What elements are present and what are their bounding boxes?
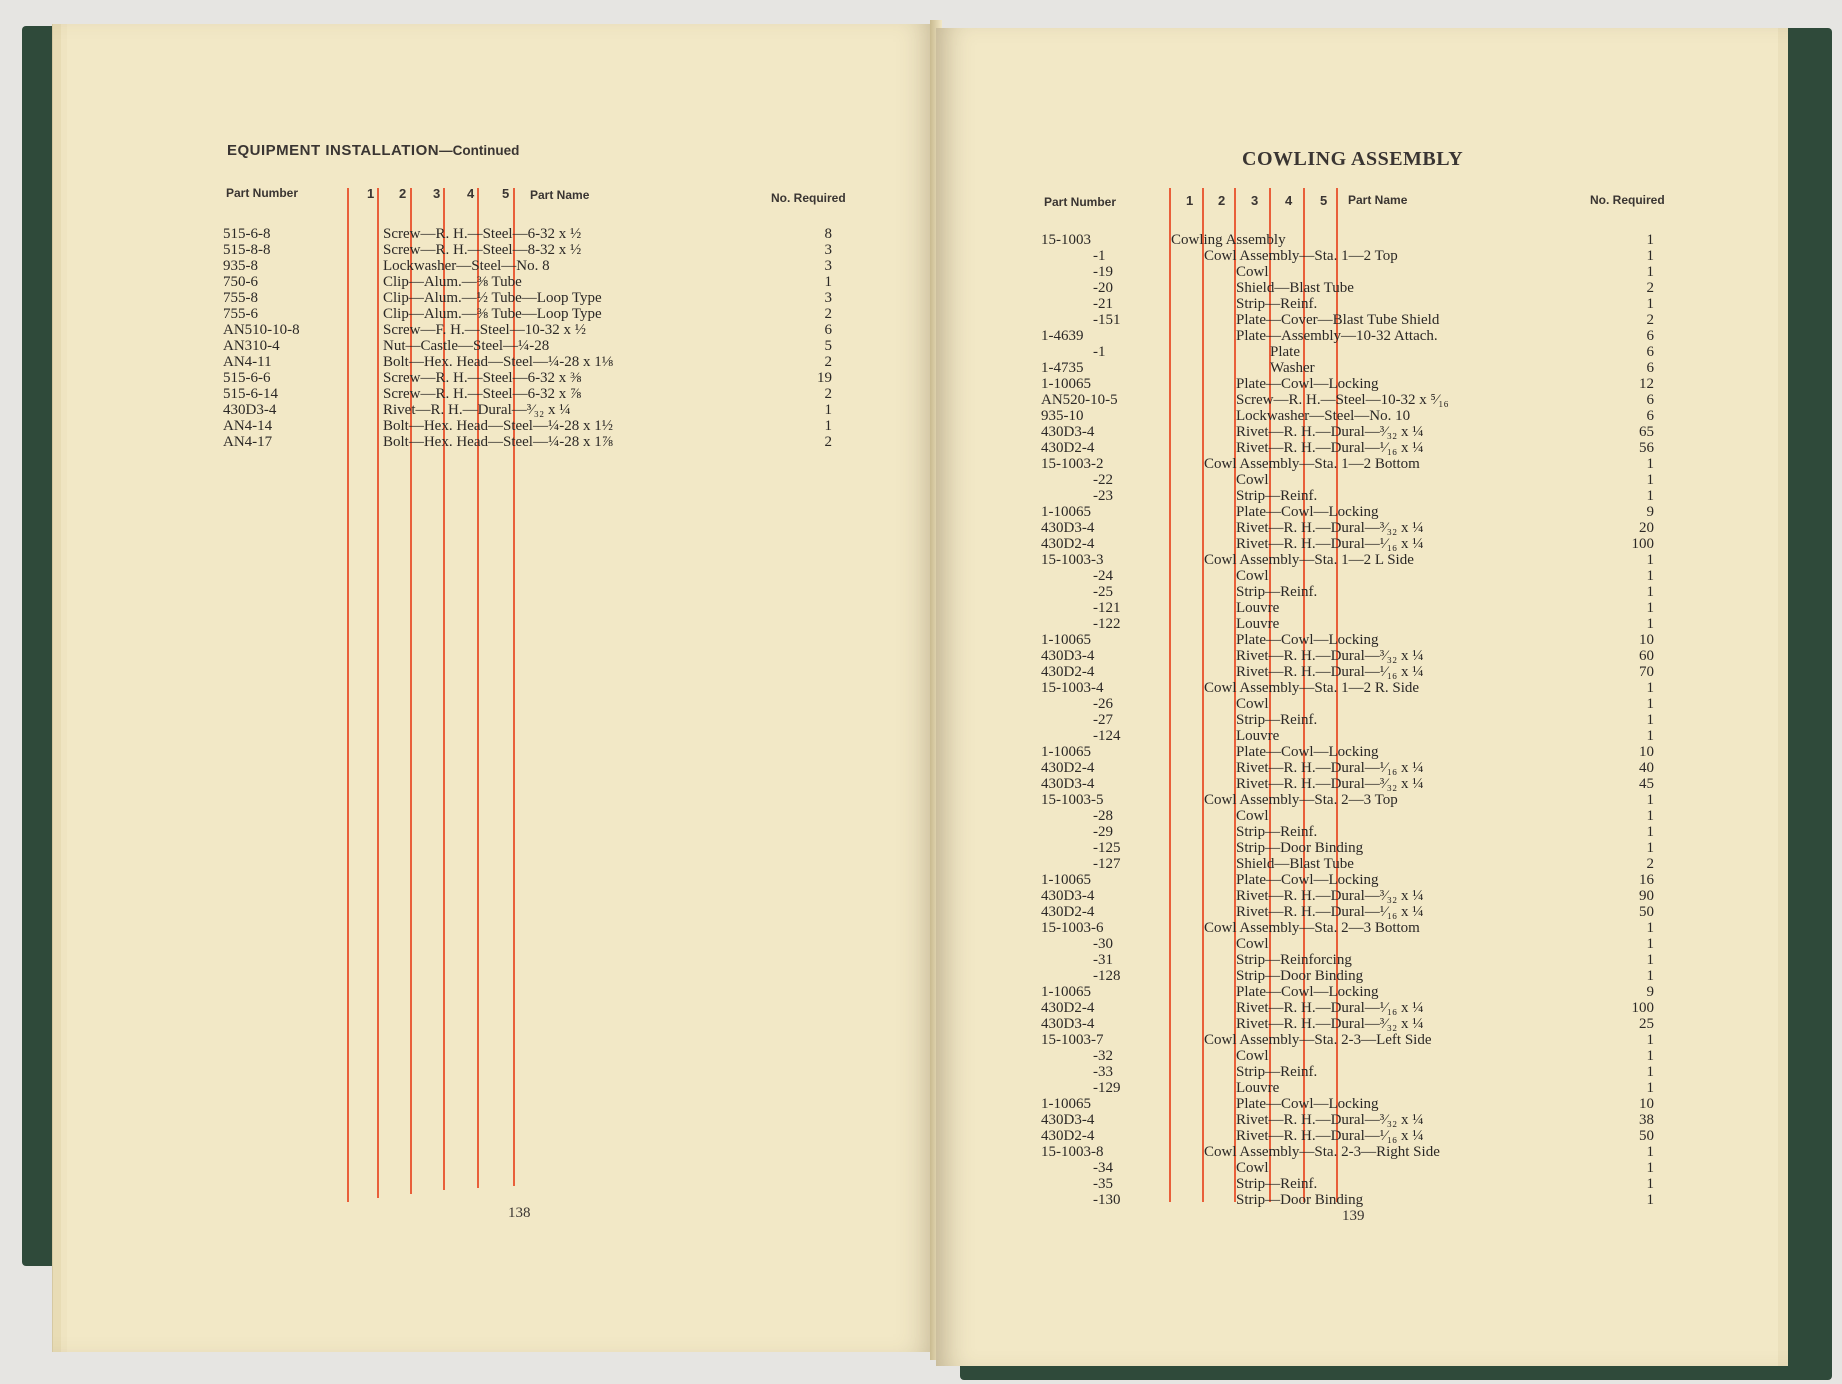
part-name: Strip—Reinf.	[1236, 488, 1318, 504]
right-header-col-3: 3	[1251, 193, 1259, 208]
quantity-required: 1	[1646, 696, 1654, 712]
part-number: -1	[1093, 248, 1106, 264]
quantity-required: 6	[1646, 360, 1654, 376]
part-number: 430D2-4	[1041, 760, 1095, 776]
quantity-required: 65	[1639, 424, 1654, 440]
part-name: Plate—Cowl—Locking	[1236, 376, 1379, 392]
part-name: Rivet—R. H.—Dural—³⁄₃₂ x ¼	[1236, 520, 1424, 536]
quantity-required: 6	[1646, 392, 1654, 408]
part-number: -28	[1093, 808, 1113, 824]
quantity-required: 40	[1639, 760, 1654, 776]
quantity-required: 12	[1639, 376, 1654, 392]
section-title: COWLING ASSEMBLY	[1242, 148, 1464, 170]
part-number: -29	[1093, 824, 1113, 840]
quantity-required: 1	[1646, 1032, 1654, 1048]
quantity-required: 6	[824, 322, 832, 338]
part-name: Strip—Door Binding	[1236, 840, 1364, 856]
part-number: 430D3-4	[223, 402, 277, 418]
quantity-required: 2	[824, 306, 832, 322]
left-header-col-2: 2	[399, 186, 407, 201]
quantity-required: 1	[1646, 1176, 1654, 1192]
quantity-required: 1	[1646, 584, 1654, 600]
part-number: -21	[1093, 296, 1113, 312]
quantity-required: 5	[824, 338, 832, 354]
part-number: 15-1003-4	[1041, 680, 1104, 696]
part-name: Cowl Assembly—Sta. 1—2 L Side	[1204, 552, 1414, 568]
quantity-required: 1	[1646, 264, 1654, 280]
part-name: Screw—R. H.—Steel—8-32 x ½	[383, 242, 582, 258]
part-name: Strip—Reinf.	[1236, 1064, 1318, 1080]
part-name: Lockwasher—Steel—No. 8	[383, 258, 550, 274]
quantity-required: 10	[1639, 744, 1654, 760]
quantity-required: 1	[1646, 712, 1654, 728]
part-number: 515-6-14	[223, 386, 278, 402]
part-number: -125	[1093, 840, 1121, 856]
left-rule-1	[347, 188, 349, 1202]
part-name: Plate	[1270, 344, 1300, 360]
part-name: Bolt—Hex. Head—Steel—¼-28 x 1⅞	[383, 434, 613, 450]
quantity-required: 6	[1646, 408, 1654, 424]
part-number: 430D3-4	[1041, 1112, 1095, 1128]
part-name: Plate—Cover—Blast Tube Shield	[1236, 312, 1440, 328]
part-number: 1-10065	[1041, 376, 1091, 392]
part-name: Cowl	[1236, 264, 1269, 280]
part-number: 430D3-4	[1041, 520, 1095, 536]
quantity-required: 6	[1646, 328, 1654, 344]
part-number: -128	[1093, 968, 1121, 984]
part-number: AN510-10-8	[223, 322, 300, 338]
quantity-required: 1	[1646, 728, 1654, 744]
quantity-required: 10	[1639, 632, 1654, 648]
right-header-part-number: Part Number	[1044, 195, 1117, 209]
quantity-required: 1	[1646, 488, 1654, 504]
quantity-required: 1	[1646, 680, 1654, 696]
part-number: 15-1003-2	[1041, 456, 1104, 472]
quantity-required: 16	[1639, 872, 1654, 888]
quantity-required: 1	[1646, 472, 1654, 488]
part-name: Plate—Cowl—Locking	[1236, 744, 1379, 760]
quantity-required: 1	[1646, 600, 1654, 616]
part-number: AN310-4	[223, 338, 280, 354]
part-number: -32	[1093, 1048, 1113, 1064]
part-name: Cowl Assembly—Sta. 1—2 R. Side	[1204, 680, 1420, 696]
part-number: 935-8	[223, 258, 258, 274]
part-number: 430D2-4	[1041, 904, 1095, 920]
part-name: Rivet—R. H.—Dural—³⁄₃₂ x ¼	[1236, 776, 1424, 792]
part-number: 430D2-4	[1041, 664, 1095, 680]
part-name: Cowl	[1236, 1160, 1269, 1176]
part-number: -31	[1093, 952, 1113, 968]
quantity-required: 1	[1646, 456, 1654, 472]
part-name: Screw—R. H.—Steel—6-32 x ⅜	[383, 370, 582, 386]
quantity-required: 2	[824, 354, 832, 370]
part-number: 430D2-4	[1041, 536, 1095, 552]
quantity-required: 1	[1646, 1048, 1654, 1064]
part-number: 15-1003-6	[1041, 920, 1104, 936]
quantity-required: 56	[1639, 440, 1654, 456]
quantity-required: 1	[824, 418, 832, 434]
right-rule-1	[1169, 188, 1171, 1202]
part-name: Screw—R. H.—Steel—6-32 x ½	[383, 226, 582, 242]
quantity-required: 2	[1646, 280, 1654, 296]
quantity-required: 10	[1639, 1096, 1654, 1112]
part-name: Plate—Cowl—Locking	[1236, 1096, 1379, 1112]
part-name: Plate—Cowl—Locking	[1236, 504, 1379, 520]
quantity-required: 1	[1646, 1144, 1654, 1160]
part-name: Rivet—R. H.—Dural—¹⁄₁₆ x ¼	[1236, 1128, 1424, 1144]
part-name: Rivet—R. H.—Dural—¹⁄₁₆ x ¼	[1236, 536, 1424, 552]
part-number: 430D3-4	[1041, 776, 1095, 792]
right-header-col-2: 2	[1218, 193, 1226, 208]
part-name: Bolt—Hex. Head—Steel—¼-28 x 1⅛	[383, 354, 613, 370]
part-name: Louvre	[1236, 600, 1280, 616]
part-name: Louvre	[1236, 1080, 1280, 1096]
part-name: Cowl	[1236, 1048, 1269, 1064]
part-number: 15-1003	[1041, 232, 1091, 248]
part-number: 935-10	[1041, 408, 1084, 424]
right-header-no-required: No. Required	[1590, 193, 1665, 207]
quantity-required: 1	[1646, 840, 1654, 856]
part-name: Rivet—R. H.—Dural—¹⁄₁₆ x ¼	[1236, 440, 1424, 456]
part-name: Washer	[1270, 360, 1315, 376]
part-name: Plate—Assembly—10-32 Attach.	[1236, 328, 1438, 344]
part-name: Strip—Reinf.	[1236, 1176, 1318, 1192]
part-name: Screw—R. H.—Steel—6-32 x ⅞	[383, 386, 582, 402]
part-number: 1-4735	[1041, 360, 1084, 376]
part-name: Shield—Blast Tube	[1236, 280, 1354, 296]
part-name: Plate—Cowl—Locking	[1236, 872, 1379, 888]
part-name: Rivet—R. H.—Dural—¹⁄₁₆ x ¼	[1236, 664, 1424, 680]
part-name: Cowl	[1236, 808, 1269, 824]
quantity-required: 25	[1639, 1016, 1654, 1032]
part-name: Strip—Door Binding	[1236, 1192, 1364, 1208]
quantity-required: 1	[1646, 968, 1654, 984]
quantity-required: 1	[1646, 920, 1654, 936]
part-number: -20	[1093, 280, 1113, 296]
left-header-col-3: 3	[433, 186, 441, 201]
running-title-suffix: —Continued	[439, 143, 520, 158]
quantity-required: 9	[1646, 504, 1654, 520]
quantity-required: 70	[1639, 664, 1654, 680]
part-name: Strip—Reinf.	[1236, 824, 1318, 840]
part-name: Cowl	[1236, 936, 1269, 952]
part-name: Nut—Castle—Steel—¼-28	[383, 338, 550, 354]
part-number: -129	[1093, 1080, 1121, 1096]
quantity-required: 2	[1646, 312, 1654, 328]
left-header-part-name: Part Name	[530, 188, 590, 202]
quantity-required: 1	[1646, 1192, 1654, 1208]
part-name: Rivet—R. H.—Dural—³⁄₃₂ x ¼	[1236, 888, 1424, 904]
part-name: Cowling Assembly	[1171, 232, 1286, 248]
part-number: -130	[1093, 1192, 1121, 1208]
part-number: 515-8-8	[223, 242, 271, 258]
part-number: -124	[1093, 728, 1121, 744]
left-header-no-required: No. Required	[771, 191, 846, 205]
part-name: Strip—Reinf.	[1236, 296, 1318, 312]
part-number: 430D3-4	[1041, 1016, 1095, 1032]
part-number: 1-4639	[1041, 328, 1084, 344]
quantity-required: 1	[1646, 952, 1654, 968]
part-name: Louvre	[1236, 616, 1280, 632]
part-number: -24	[1093, 568, 1113, 584]
part-number: 1-10065	[1041, 984, 1091, 1000]
quantity-required: 3	[824, 290, 832, 306]
part-name: Rivet—R. H.—Dural—¹⁄₁₆ x ¼	[1236, 904, 1424, 920]
quantity-required: 2	[824, 386, 832, 402]
part-number: AN4-17	[223, 434, 273, 450]
quantity-required: 100	[1631, 1000, 1654, 1016]
part-number: 515-6-8	[223, 226, 271, 242]
part-name: Cowl Assembly—Sta. 1—2 Top	[1204, 248, 1398, 264]
quantity-required: 8	[824, 226, 832, 242]
quantity-required: 45	[1639, 776, 1654, 792]
quantity-required: 3	[824, 242, 832, 258]
part-name: Cowl Assembly—Sta. 2-3—Left Side	[1204, 1032, 1432, 1048]
part-number: -23	[1093, 488, 1113, 504]
part-number: 755-6	[223, 306, 258, 322]
part-number: 430D2-4	[1041, 1128, 1095, 1144]
left-header-part-number: Part Number	[226, 186, 299, 200]
quantity-required: 1	[1646, 568, 1654, 584]
part-name: Rivet—R. H.—Dural—³⁄₃₂ x ¼	[1236, 1016, 1424, 1032]
part-name: Cowl Assembly—Sta. 2-3—Right Side	[1204, 1144, 1440, 1160]
part-number: -33	[1093, 1064, 1113, 1080]
part-number: 15-1003-3	[1041, 552, 1104, 568]
right-header-part-name: Part Name	[1348, 193, 1408, 207]
part-name: Strip—Reinforcing	[1236, 952, 1352, 968]
part-name: Cowl	[1236, 568, 1269, 584]
part-number: 750-6	[223, 274, 258, 290]
quantity-required: 1	[824, 274, 832, 290]
part-name: Plate—Cowl—Locking	[1236, 632, 1379, 648]
part-number: -30	[1093, 936, 1113, 952]
part-number: 430D2-4	[1041, 1000, 1095, 1016]
part-number: -25	[1093, 584, 1113, 600]
part-number: -34	[1093, 1160, 1113, 1176]
part-number: AN4-11	[223, 354, 272, 370]
quantity-required: 1	[1646, 248, 1654, 264]
quantity-required: 1	[824, 402, 832, 418]
left-page	[52, 24, 937, 1352]
quantity-required: 1	[1646, 296, 1654, 312]
quantity-required: 3	[824, 258, 832, 274]
quantity-required: 50	[1639, 904, 1654, 920]
part-name: Rivet—R. H.—Dural—³⁄₃₂ x ¼	[383, 402, 571, 418]
part-number: 430D3-4	[1041, 424, 1095, 440]
part-name: Clip—Alum.—½ Tube—Loop Type	[383, 290, 602, 306]
quantity-required: 1	[1646, 1080, 1654, 1096]
quantity-required: 38	[1639, 1112, 1654, 1128]
quantity-required: 1	[1646, 232, 1654, 248]
part-number: 1-10065	[1041, 872, 1091, 888]
part-name: Strip—Reinf.	[1236, 712, 1318, 728]
quantity-required: 6	[1646, 344, 1654, 360]
part-number: -122	[1093, 616, 1121, 632]
part-number: 430D3-4	[1041, 888, 1095, 904]
part-number: 1-10065	[1041, 1096, 1091, 1112]
quantity-required: 1	[1646, 552, 1654, 568]
part-name: Rivet—R. H.—Dural—³⁄₃₂ x ¼	[1236, 648, 1424, 664]
part-name: Cowl Assembly—Sta. 2—3 Top	[1204, 792, 1398, 808]
part-name: Screw—F. H.—Steel—10-32 x ½	[383, 322, 586, 338]
part-number: -1	[1093, 344, 1106, 360]
left-header-col-4: 4	[467, 186, 475, 201]
left-header-col-5: 5	[502, 186, 510, 201]
quantity-required: 1	[1646, 808, 1654, 824]
quantity-required: 9	[1646, 984, 1654, 1000]
part-name: Rivet—R. H.—Dural—¹⁄₁₆ x ¼	[1236, 1000, 1424, 1016]
right-header-col-1: 1	[1186, 193, 1194, 208]
quantity-required: 1	[1646, 824, 1654, 840]
part-number: AN520-10-5	[1041, 392, 1118, 408]
part-number: -35	[1093, 1176, 1113, 1192]
part-number: 515-6-6	[223, 370, 271, 386]
part-number: 15-1003-5	[1041, 792, 1104, 808]
part-number: 1-10065	[1041, 632, 1091, 648]
part-number: 15-1003-7	[1041, 1032, 1104, 1048]
left-header-col-1: 1	[367, 186, 375, 201]
part-number: AN4-14	[223, 418, 273, 434]
part-name: Shield—Blast Tube	[1236, 856, 1354, 872]
right-page-number: 139	[1342, 1208, 1365, 1224]
quantity-required: 1	[1646, 936, 1654, 952]
right-header-col-4: 4	[1285, 193, 1293, 208]
part-name: Rivet—R. H.—Dural—³⁄₃₂ x ¼	[1236, 424, 1424, 440]
part-name: Lockwasher—Steel—No. 10	[1236, 408, 1411, 424]
running-title	[227, 142, 519, 159]
right-page	[936, 28, 1788, 1366]
quantity-required: 60	[1639, 648, 1654, 664]
part-number: -151	[1093, 312, 1121, 328]
part-name: Strip—Door Binding	[1236, 968, 1364, 984]
quantity-required: 1	[1646, 1064, 1654, 1080]
part-name: Cowl Assembly—Sta. 1—2 Bottom	[1204, 456, 1420, 472]
part-name: Louvre	[1236, 728, 1280, 744]
quantity-required: 1	[1646, 1160, 1654, 1176]
part-number: -22	[1093, 472, 1113, 488]
part-number: -127	[1093, 856, 1121, 872]
part-number: 430D2-4	[1041, 440, 1095, 456]
part-name: Screw—R. H.—Steel—10-32 x ⁵⁄₁₆	[1236, 392, 1449, 408]
part-name: Rivet—R. H.—Dural—¹⁄₁₆ x ¼	[1236, 760, 1424, 776]
part-number: -26	[1093, 696, 1113, 712]
quantity-required: 100	[1631, 536, 1654, 552]
part-name: Plate—Cowl—Locking	[1236, 984, 1379, 1000]
part-number: 755-8	[223, 290, 258, 306]
part-number: 1-10065	[1041, 504, 1091, 520]
running-title-main: EQUIPMENT INSTALLATION	[227, 142, 440, 159]
quantity-required: 19	[817, 370, 832, 386]
part-number: -27	[1093, 712, 1113, 728]
quantity-required: 2	[824, 434, 832, 450]
part-name: Cowl	[1236, 696, 1269, 712]
part-number: 1-10065	[1041, 744, 1091, 760]
part-number: 430D3-4	[1041, 648, 1095, 664]
quantity-required: 2	[1646, 856, 1654, 872]
quantity-required: 1	[1646, 792, 1654, 808]
part-number: 15-1003-8	[1041, 1144, 1104, 1160]
part-name: Bolt—Hex. Head—Steel—¼-28 x 1½	[383, 418, 613, 434]
quantity-required: 1	[1646, 616, 1654, 632]
part-name: Clip—Alum.—⅜ Tube—Loop Type	[383, 306, 602, 322]
part-name: Clip—Alum.—⅜ Tube	[383, 274, 522, 290]
quantity-required: 20	[1639, 520, 1654, 536]
quantity-required: 50	[1639, 1128, 1654, 1144]
left-rule-2	[377, 188, 379, 1198]
part-name: Cowl	[1236, 472, 1269, 488]
part-number: -121	[1093, 600, 1121, 616]
part-number: -19	[1093, 264, 1113, 280]
part-name: Strip—Reinf.	[1236, 584, 1318, 600]
part-name: Rivet—R. H.—Dural—³⁄₃₂ x ¼	[1236, 1112, 1424, 1128]
left-page-number: 138	[508, 1205, 531, 1221]
part-name: Cowl Assembly—Sta. 2—3 Bottom	[1204, 920, 1420, 936]
right-header-col-5: 5	[1320, 193, 1328, 208]
quantity-required: 90	[1639, 888, 1654, 904]
